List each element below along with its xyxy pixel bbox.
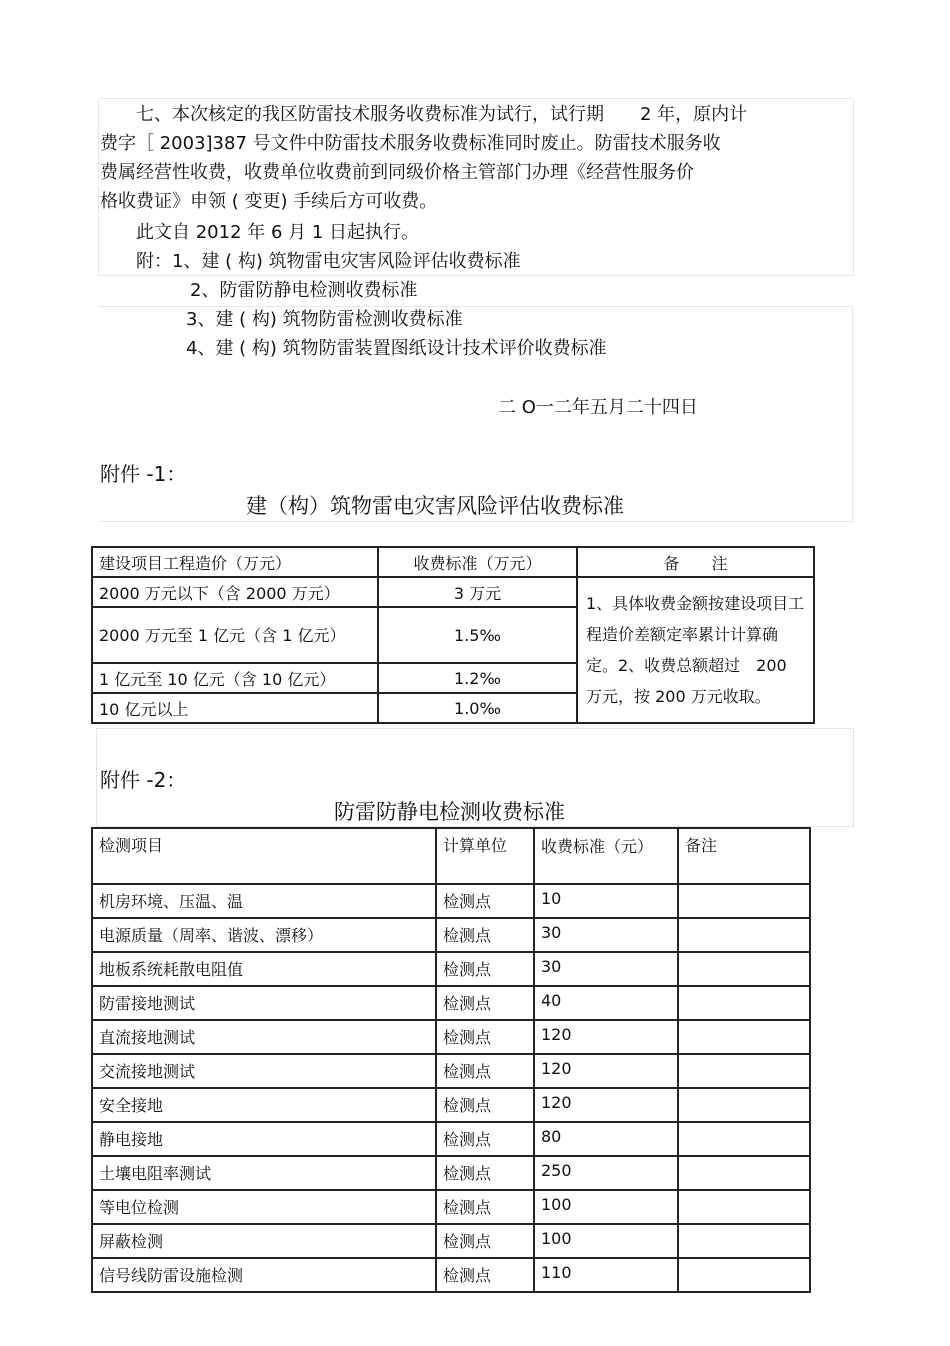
unit-cell: 检测点	[436, 1088, 534, 1122]
paragraph-line: 格收费证》申领 ( 变更) 手续后方可收费。	[100, 191, 438, 212]
remark-cell	[678, 1190, 810, 1224]
unit-cell: 检测点	[436, 1122, 534, 1156]
fee-cell: 100	[534, 1224, 678, 1258]
fee-cell: 40	[534, 986, 678, 1020]
fee-cell: 120	[534, 1054, 678, 1088]
test-item-cell: 机房环境、压温、温	[92, 884, 436, 918]
header-cell: 检测项目	[92, 828, 436, 884]
annex1-table	[91, 546, 815, 724]
header-cell: 备 注	[577, 547, 814, 577]
fee-cell: 1.5‰	[378, 607, 577, 663]
unit-cell: 检测点	[436, 1258, 534, 1292]
remark-cell	[678, 1088, 810, 1122]
unit-cell: 检测点	[436, 952, 534, 986]
remark-cell	[678, 986, 810, 1020]
test-item-cell: 静电接地	[92, 1122, 436, 1156]
unit-cell: 检测点	[436, 918, 534, 952]
annex2-body	[92, 884, 810, 1292]
test-item-cell: 防雷接地测试	[92, 986, 436, 1020]
table-row	[92, 952, 810, 986]
unit-cell: 检测点	[436, 1020, 534, 1054]
remark-cell	[678, 1258, 810, 1292]
remark-cell	[678, 1156, 810, 1190]
fee-cell: 1.2‰	[378, 663, 577, 693]
table-row	[92, 1122, 810, 1156]
paragraph-line: 七、本次核定的我区防雷技术服务收费标准为试行，试行期 2 年，原内计	[136, 104, 748, 125]
header-cell: 备注	[678, 828, 810, 884]
cost-range-cell: 1 亿元至 10 亿元（含 10 亿元）	[92, 663, 378, 693]
table-row	[92, 1258, 810, 1292]
annex1-title: 建（构）筑物雷电灾害风险评估收费标准	[246, 494, 624, 518]
annex2-title: 防雷防静电检测收费标准	[334, 800, 565, 824]
paragraph-line: 费字［ 2003]387 号文件中防雷技术服务收费标准同时废止。防雷技术服务收	[100, 133, 721, 154]
unit-cell: 检测点	[436, 1156, 534, 1190]
header-cell: 计算单位	[436, 828, 534, 884]
fee-cell: 250	[534, 1156, 678, 1190]
table-row	[92, 1020, 810, 1054]
annex2-table	[91, 827, 811, 1293]
attachment-item: 3、建 ( 构) 筑物防雷检测收费标准	[186, 309, 463, 330]
header-cell: 收费标准（万元）	[378, 547, 577, 577]
table-header-row	[92, 828, 810, 884]
table-header-row	[92, 547, 814, 577]
fee-cell: 3 万元	[378, 577, 577, 607]
fee-cell: 1.0‰	[378, 693, 577, 723]
unit-cell: 检测点	[436, 1190, 534, 1224]
cost-range-cell: 2000 万元至 1 亿元（含 1 亿元）	[92, 607, 378, 663]
header-cell: 建设项目工程造价（万元）	[92, 547, 378, 577]
unit-cell: 检测点	[436, 884, 534, 918]
table-row	[92, 1156, 810, 1190]
test-item-cell: 屏蔽检测	[92, 1224, 436, 1258]
test-item-cell: 土壤电阻率测试	[92, 1156, 436, 1190]
header-cell: 收费标准（元）	[534, 828, 678, 884]
table-row	[92, 577, 814, 607]
test-item-cell: 直流接地测试	[92, 1020, 436, 1054]
table-row	[92, 1054, 810, 1088]
annex2-label: 附件 -2：	[100, 768, 187, 792]
remark-cell	[678, 1122, 810, 1156]
remark-cell	[678, 952, 810, 986]
unit-cell: 检测点	[436, 1224, 534, 1258]
table-row	[92, 1190, 810, 1224]
remark-cell	[678, 1224, 810, 1258]
annex1-label: 附件 -1：	[100, 462, 187, 486]
unit-cell: 检测点	[436, 1054, 534, 1088]
test-item-cell: 信号线防雷设施检测	[92, 1258, 436, 1292]
notice-paragraph	[100, 100, 845, 216]
table-row	[92, 918, 810, 952]
test-item-cell: 电源质量（周率、谐波、漂移）	[92, 918, 436, 952]
remark-cell	[678, 1054, 810, 1088]
test-item-cell: 交流接地测试	[92, 1054, 436, 1088]
unit-cell: 检测点	[436, 986, 534, 1020]
remark-cell	[678, 884, 810, 918]
fee-cell: 120	[534, 1020, 678, 1054]
effective-date-line: 此文自 2012 年 6 月 1 日起执行。	[136, 222, 420, 243]
cost-range-cell: 10 亿元以上	[92, 693, 378, 723]
test-item-cell: 等电位检测	[92, 1190, 436, 1224]
remark-cell	[678, 1020, 810, 1054]
fee-cell: 80	[534, 1122, 678, 1156]
remarks-cell: 1、具体收费金额按建设项目工程造价差额定率累计计算确定。2、收费总额超过 200 万元，按 200 万元收取。	[577, 577, 814, 723]
table-row	[92, 1088, 810, 1122]
table-row	[92, 884, 810, 918]
table-row	[92, 1224, 810, 1258]
fee-cell: 100	[534, 1190, 678, 1224]
attachment-item: 4、建 ( 构) 筑物防雷装置图纸设计技术评价收费标准	[186, 338, 607, 359]
table-row	[92, 986, 810, 1020]
attachments-intro: 附：1、建 ( 构) 筑物雷电灾害风险评估收费标准	[136, 251, 521, 272]
paragraph-line: 费属经营性收费，收费单位收费前到同级价格主管部门办理《经营性服务价	[100, 162, 694, 183]
test-item-cell: 地板系统耗散电阻值	[92, 952, 436, 986]
fee-cell: 30	[534, 952, 678, 986]
fee-cell: 110	[534, 1258, 678, 1292]
fee-cell: 30	[534, 918, 678, 952]
cost-range-cell: 2000 万元以下（含 2000 万元）	[92, 577, 378, 607]
test-item-cell: 安全接地	[92, 1088, 436, 1122]
fee-cell: 120	[534, 1088, 678, 1122]
remark-cell	[678, 918, 810, 952]
fee-cell: 10	[534, 884, 678, 918]
attachment-item: 2、防雷防静电检测收费标准	[190, 280, 418, 301]
issue-date: 二 O一二年五月二十四日	[498, 397, 698, 418]
